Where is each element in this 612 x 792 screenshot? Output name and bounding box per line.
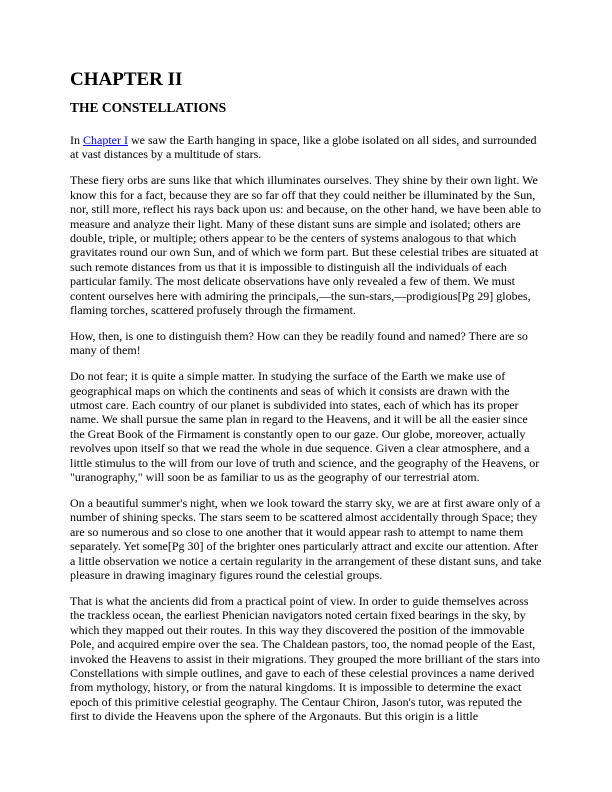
paragraph: How, then, is one to distinguish them? How can they be readily found and named? There are so many of them! [70,328,528,358]
paragraph: That is what the ancients did from a practical point of view. In order to guide themselves across the trackless ocean, the earliest Phenician navigators noted certain fixed bearings in the sky, by which they mapped out their routes. In this way they discovered the position of the immovable Pole, and acquired empire over the sea. The Chaldean pastors, too, the nomad people of the East, invoked the Heavens to assist in their migrations. They grouped the more brilliant of the stars into Constellations with simple outlines, and gave to each of these celestial provinces a name derived from mythology, history, or from the natural kingdoms. It is impossible to determine the exact epoch of this primitive celestial geography. The Centaur Chiron, Jason's tutor, was reputed the first to divide the Heavens upon the sphere of the Argonauts. But this origin is a little [70,593,541,724]
paragraph: These fiery orbs are suns like that which illuminates ourselves. They shine by their own light. We know this for a fact, because they are so far off that they could neither be illuminated by the Sun, nor, still more, reflect his rays back upon us: and because, on the other hand, we have been able to measure and analyze their light. Many of these distant suns are simple and isolated; others are double, triple, or multiple; others appear to be the centers of systems analogous to that which gravitates round our own Sun, and of which we form part. But these celestial tribes are situated at such remote distances from us that it is impossible to distinguish all the individuals of each particular family. The most delicate observations have only revealed a few of them. We must content ourselves here with admiring the principals,—the sun-stars,—prodigious[Pg 29] globes, flaming torches, scattered profusely through the firmament. [70,173,542,317]
paragraph: On a beautiful summer's night, when we look toward the starry sky, we are at first aware only of a number of shining specks. The stars seem to be scattered almost accidentally through Space; they are so numerous and so close to one another that it would appear rash to attempt to name them separately. Yet some[Pg 30] of the brighter ones particularly attract and excite our attention. After a little observation we notice a certain regularity in the arrangement of these distant suns, and take pleasure in drawing imaginary figures round the celestial groups. [70,495,542,582]
paragraph: Do not fear; it is quite a simple matter. In studying the surface of the Earth we make use of geographical maps on which the continents and seas of which it consists are drawn with the utmost care. Each country of our planet is subdivided into states, each of which has its proper name. We shall pursue the same plan in regard to the Heavens, and it will be all the easier since the Great Book of the Firmament is constantly open to our gaze. Our globe, moreover, actually revolves upon itself so that we read the whole in due sequence. Given a clear atmosphere, and a little stimulus to the will from our love of truth and science, and the geography of the Heavens, or "uranography," will soon be as familiar to us as the geography of our terrestrial atom. [70,369,540,485]
section-heading: THE CONSTELLATIONS [70,100,227,115]
body-text [70,133,542,724]
paragraph: In Chapter I we saw the Earth hanging in space, like a globe isolated on all sides, and surrounded at vast distances by a multitude of stars. [70,133,537,162]
chapter-link[interactable]: Chapter I [83,133,128,147]
chapter-heading: CHAPTER II [70,69,183,90]
